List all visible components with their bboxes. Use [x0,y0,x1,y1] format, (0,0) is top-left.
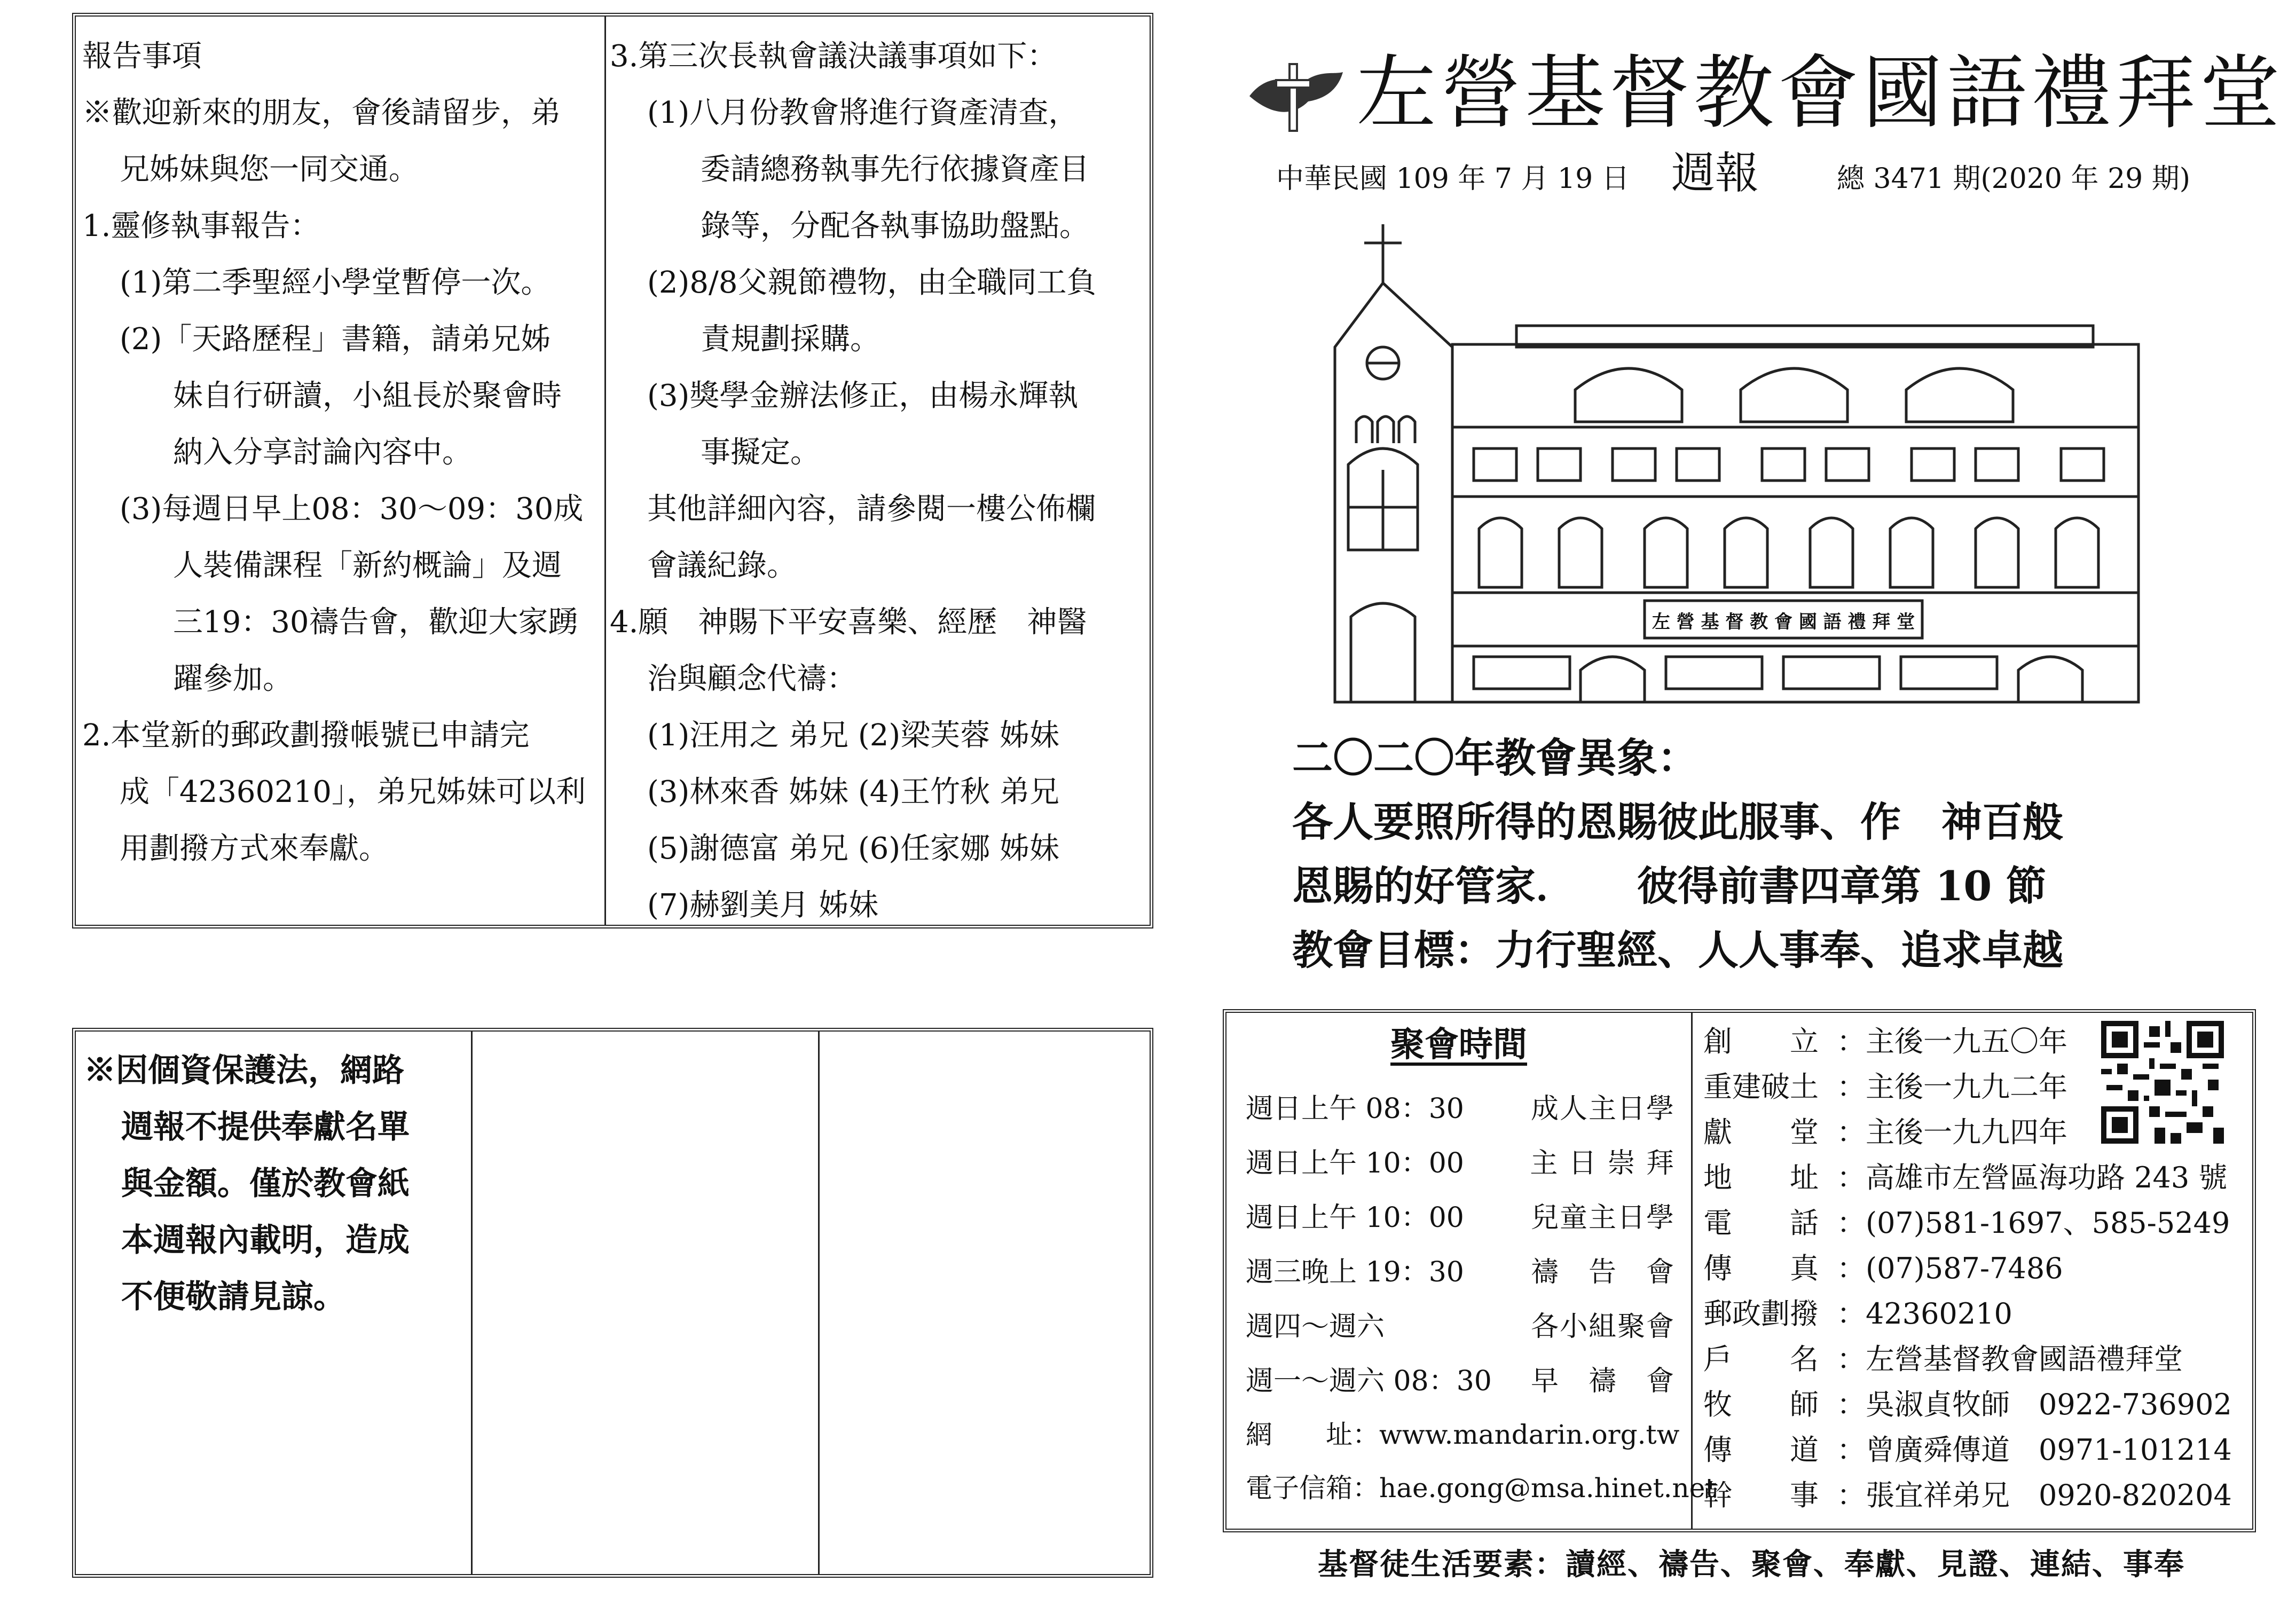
announcement-line: (2)8/8父親節禮物，由全職同工負 [647,265,1097,300]
info-value: ：高雄市左營區海功路 243 號 [1837,1161,2228,1194]
bulletin-label: 週報 [1671,148,1759,199]
church-name: 左營基督教會國語禮拜堂 [1356,47,2285,140]
info-label: 傳 道 [1703,1433,1819,1467]
qr-code-icon [2101,1021,2224,1144]
schedule-event: 早 禱 會 [1530,1365,1675,1397]
schedule-row [1246,1082,1675,1136]
issue-date: 中華民國 109 年 7 月 19 日 [1276,163,1630,195]
info-label: 地 址 [1703,1161,1819,1194]
announcement-line: 責規劃採購。 [701,322,880,357]
announcement-line: 4.願 神賜下平安喜樂、經歷 神醫 [610,605,1087,640]
schedule-row [1246,1191,1675,1245]
schedule-row [1246,1300,1675,1354]
info-value: ：主後一九九二年 [1837,1070,2067,1104]
announcements-column-1 [82,28,603,877]
info-label: 創 立 [1703,1025,1819,1058]
announcement-line: 妹自行研讀，小組長於聚會時 [173,379,562,413]
vision-section [1292,726,2253,982]
column-divider [604,17,606,925]
info-label: 獻 堂 [1703,1115,1819,1149]
announcement-line: 2.本堂新的郵政劃撥帳號已申請完 [82,718,530,753]
announcement-line: (1)汪用之 弟兄 (2)梁芙蓉 姊妹 [647,718,1060,753]
announcement-line: 1.靈修執事報告： [82,209,320,243]
column-divider [471,1032,473,1574]
info-value: ：曾廣舜傳道 0971-101214 [1837,1433,2232,1467]
announcements-column-2 [610,28,1152,934]
announcement-line: (5)謝德富 弟兄 (6)任家娜 姊妹 [647,831,1060,866]
announcement-line: 3.第三次長執會議決議事項如下： [610,39,1057,74]
vision-line: 恩賜的好管家． 彼得前書四章第 10 節 [1292,862,2047,910]
announcement-line: 其他詳細內容，請參閱一樓公佈欄 [647,492,1096,526]
privacy-note [84,1042,468,1325]
schedule-row [1246,1355,1675,1408]
schedule-event: 主 日 崇 拜 [1530,1147,1675,1179]
schedule-event: 各小組聚會 [1530,1311,1675,1343]
announcement-line: (3)獎學金辦法修正，由楊永輝執 [647,379,1079,413]
schedule-time: 週日上午 10：00 [1246,1147,1464,1179]
announcement-line: 兄姊妹與您一同交通。 [120,152,419,187]
info-value: ：張宜祥弟兄 0920-820204 [1837,1478,2232,1512]
column-divider [818,1032,820,1574]
info-row [1703,1019,2067,1064]
info-panel [1693,1013,2252,1529]
church-info-box [1223,1009,2256,1532]
privacy-line: 本週報內載明，造成 [121,1222,410,1259]
info-label: 幹 事 [1703,1478,1819,1512]
schedule-time: 週三晚上 19：30 [1246,1256,1464,1288]
announcement-line: 治與顧念代禱： [647,662,856,696]
info-value: ：(07)581-1697、585-5249 [1837,1206,2230,1240]
announcement-line: 事擬定。 [701,435,820,470]
info-label: 戶 名 [1703,1342,1819,1376]
announcements-box [72,13,1153,928]
schedule-event: 兒童主日學 [1530,1202,1675,1234]
info-row [1703,1428,2232,1473]
church-logo-icon [1244,59,1346,133]
info-row [1703,1155,2227,1200]
announcement-line: 躍參加。 [173,662,293,696]
announcement-line: (1)第二季聖經小學堂暫停一次。 [120,265,551,300]
announcement-line: 人裝備課程「新約概論」及週 [173,548,562,583]
announcement-line: ※歡迎新來的朋友，會後請留步，弟 [82,96,561,130]
schedule-time: 週四～週六 [1246,1311,1385,1343]
offering-box [72,1028,1153,1578]
info-row [1703,1065,2067,1109]
info-value: ：42360210 [1837,1297,2012,1331]
announcement-line: 三19：30禱告會，歡迎大家踴 [173,605,578,640]
info-row [1703,1337,2183,1382]
info-label: 電 話 [1703,1206,1819,1240]
announcement-line: (2)「天路歷程」書籍，請弟兄姊 [120,322,551,357]
church-goal: 教會目標：力行聖經、人人事奉、追求卓越 [1292,926,2063,974]
info-label: 牧 師 [1703,1388,1819,1421]
info-label: 郵政劃撥 [1703,1297,1819,1331]
announcement-line: (3)每週日早上08：30～09：30成 [120,492,584,526]
info-row [1703,1201,2230,1246]
info-label: 傳 真 [1703,1252,1819,1285]
announcement-line: 會議紀錄。 [647,548,797,583]
info-value: ：主後一九五〇年 [1837,1025,2067,1058]
announcement-line: 成「42360210」，弟兄姊妹可以利 [120,775,586,809]
schedule-row [1246,1246,1675,1299]
schedule-event: 成人主日學 [1530,1093,1675,1125]
info-row [1703,1473,2232,1518]
schedule-panel [1226,1013,1716,1529]
building-sign-text: 左 營 基 督 教 會 國 語 禮 拜 堂 [1652,611,1915,633]
info-row [1703,1110,2067,1155]
info-row [1703,1382,2232,1427]
privacy-line: ※因個資保護法，網路 [84,1052,404,1089]
schedule-time: 週一～週六 08：30 [1246,1365,1492,1397]
schedule-time: 週日上午 10：00 [1246,1202,1464,1234]
info-row [1703,1292,2012,1336]
schedule-title: 聚會時間 [1390,1025,1527,1065]
footer-life-essentials: 基督徒生活要素：讀經、禱告、聚會、奉獻、見證、連結、事奉 [1318,1547,2185,1582]
announcement-line: 委請總務執事先行依據資產目 [701,152,1089,187]
vision-line: 各人要照所得的恩賜彼此服事、作 神百般 [1292,798,2063,846]
announcement-line: 錄等，分配各執事協助盤點。 [701,209,1089,243]
schedule-row [1246,1137,1675,1190]
privacy-line: 與金額。僅於教會紙 [121,1165,410,1202]
schedule-event: 禱 告 會 [1530,1256,1675,1288]
header [1244,43,2285,219]
announcement-line: (7)赫劉美月 姊妹 [647,888,879,923]
info-value: ：主後一九九四年 [1837,1115,2067,1149]
announcement-line: 納入分享討論內容中。 [173,435,472,470]
privacy-line: 週報不提供奉獻名單 [121,1108,410,1146]
announcement-line: 用劃撥方式來奉獻。 [120,831,389,866]
info-row [1703,1246,2063,1291]
vision-title: 二〇二〇年教會異象： [1292,734,1698,782]
announcement-line: (3)林來香 姊妹 (4)王竹秋 弟兄 [647,775,1060,809]
website: 網 址：www.mandarin.org.tw [1246,1419,1680,1450]
email: 電子信箱：hae.gong@msa.hinet.net [1246,1473,1716,1504]
privacy-line: 不便敬請見諒。 [121,1278,345,1316]
info-value: ：左營基督教會國語禮拜堂 [1837,1342,2183,1376]
announcement-line: 報告事項 [82,39,202,74]
info-label: 重建破土 [1703,1070,1819,1104]
schedule-time: 週日上午 08：30 [1246,1093,1464,1125]
announcement-line: (1)八月份教會將進行資產清查， [647,96,1079,130]
info-value: ：(07)587-7486 [1837,1252,2063,1285]
issue-number: 總 3471 期(2020 年 29 期) [1837,163,2191,195]
info-value: ：吳淑貞牧師 0922-736902 [1837,1388,2232,1421]
